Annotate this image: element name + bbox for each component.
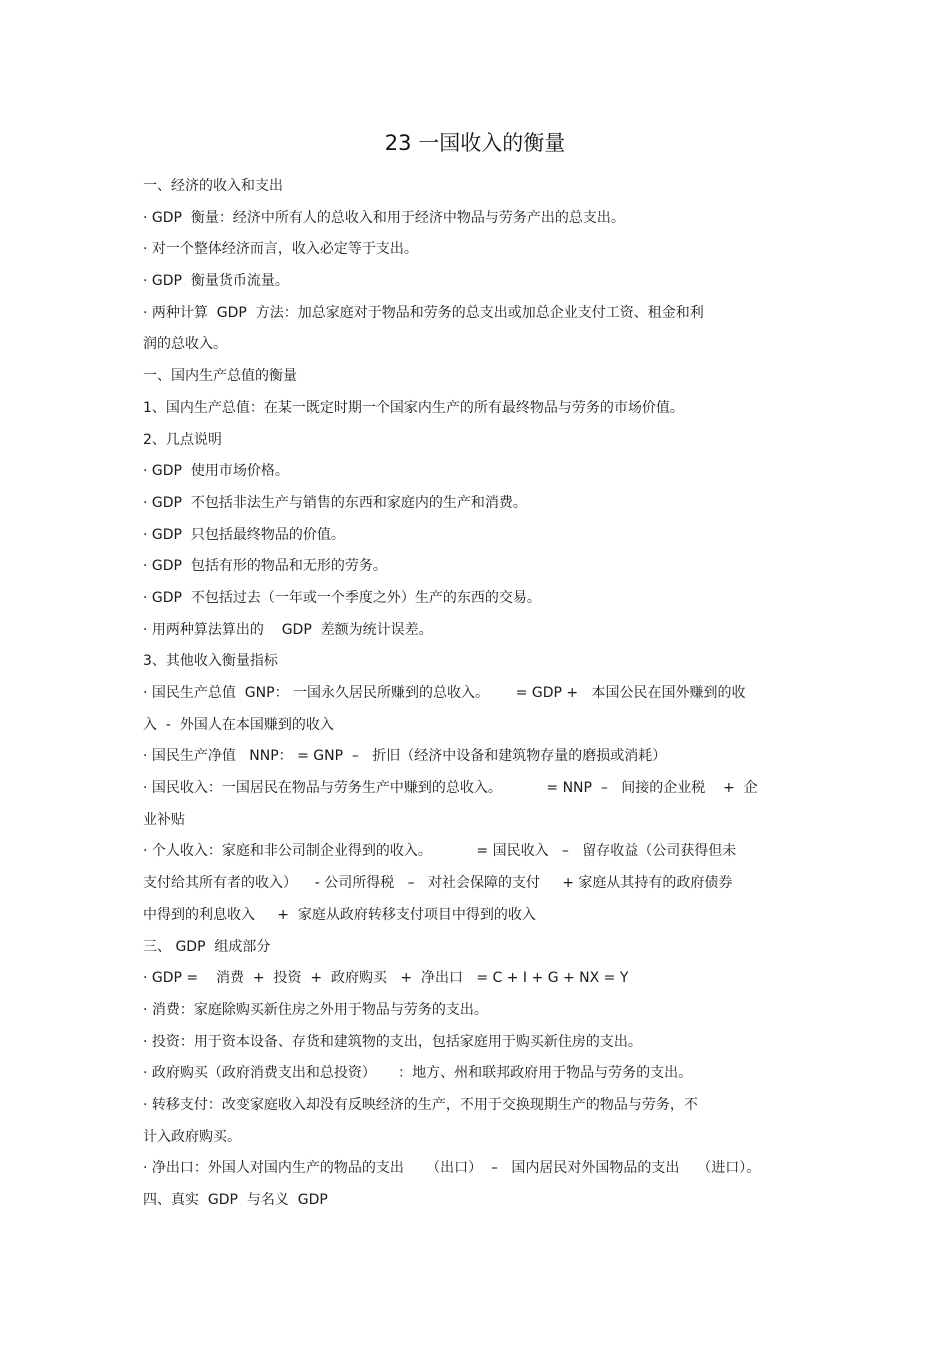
text-line: 2、几点说明 xyxy=(143,431,222,448)
text-line: · 消费：家庭除购买新住房之外用于物品与劳务的支出。 xyxy=(143,1001,488,1018)
text-line: · GDP 使用市场价格。 xyxy=(143,463,289,480)
text-line: 支付给其所有者的收入） - 公司所得税 – 对社会保障的支付 + 家庭从其持有的政府债券 xyxy=(143,875,733,892)
text-line: · 个人收入：家庭和非公司制企业得到的收入。 = 国民收入 – 留存收益（公司获得但未 xyxy=(143,843,737,860)
text-line: · 投资：用于资本设备、存货和建筑物的支出，包括家庭用于购买新住房的支出。 xyxy=(143,1033,642,1050)
text-line: 三、 GDP 组成部分 xyxy=(143,938,271,955)
text-line: · 国民生产净值 NNP： = GNP – 折旧（经济中设备和建筑物存量的磨损或消耗） xyxy=(143,748,667,765)
text-line: · 两种计算 GDP 方法：加总家庭对于物品和劳务的总支出或加总企业支付工资、租金和利 xyxy=(143,304,704,321)
text-line: · 净出口：外国人对国内生产的物品的支出 （出口） – 国内居民对外国物品的支出 （进口）。 xyxy=(143,1160,761,1177)
text-line: 入 - 外国人在本国赚到的收入 xyxy=(143,716,334,733)
text-line: · GDP 衡量：经济中所有人的总收入和用于经济中物品与劳务产出的总支出。 xyxy=(143,209,625,226)
text-line: 中得到的利息收入 + 家庭从政府转移支付项目中得到的收入 xyxy=(143,906,536,923)
text-line: · GDP 包括有形的物品和无形的劳务。 xyxy=(143,558,387,575)
text-line: · 用两种算法算出的 GDP 差额为统计误差。 xyxy=(143,621,433,638)
text-line: 计入政府购买。 xyxy=(143,1128,241,1145)
text-line: 一、经济的收入和支出 xyxy=(143,178,283,194)
text-line: 业补贴 xyxy=(143,811,185,828)
text-line: 一、国内生产总值的衡量 xyxy=(143,368,297,385)
text-line: · GDP 不包括过去（一年或一个季度之外）生产的东西的交易。 xyxy=(143,589,541,606)
text-line: · 国民生产总值 GNP： 一国永久居民所赚到的总收入。 = GDP + 本国公民在国外赚到的收 xyxy=(143,685,746,701)
text-line: 四、真实 GDP 与名义 GDP xyxy=(143,1192,328,1208)
text-line: · 政府购买（政府消费支出和总投资） ：地方、州和联邦政府用于物品与劳务的支出。 xyxy=(143,1065,693,1082)
document-body xyxy=(143,171,833,1217)
text-line: · GDP 不包括非法生产与销售的东西和家庭内的生产和消费。 xyxy=(143,494,527,511)
text-line: · GDP 只包括最终物品的价值。 xyxy=(143,526,345,543)
text-line: 3、其他收入衡量指标 xyxy=(143,653,278,670)
text-line: · GDP = 消费 + 投资 + 政府购买 + 净出口 = C + I + G + NX = Y xyxy=(143,970,629,987)
page-title: 23 一国收入的衡量 xyxy=(384,131,566,155)
text-line: 润的总收入。 xyxy=(143,336,227,353)
text-line: 1、国内生产总值：在某一既定时期一个国家内生产的所有最终物品与劳务的市场价值。 xyxy=(143,399,684,416)
text-line: · 国民收入：一国居民在物品与劳务生产中赚到的总收入。 = NNP – 间接的企业税 + 企 xyxy=(143,780,758,797)
text-line: · 转移支付：改变家庭收入却没有反映经济的生产，不用于交换现期生产的物品与劳务，不 xyxy=(143,1096,698,1113)
text-line: · 对一个整体经济而言，收入必定等于支出。 xyxy=(143,241,418,258)
text-line: · GDP 衡量货币流量。 xyxy=(143,273,289,290)
